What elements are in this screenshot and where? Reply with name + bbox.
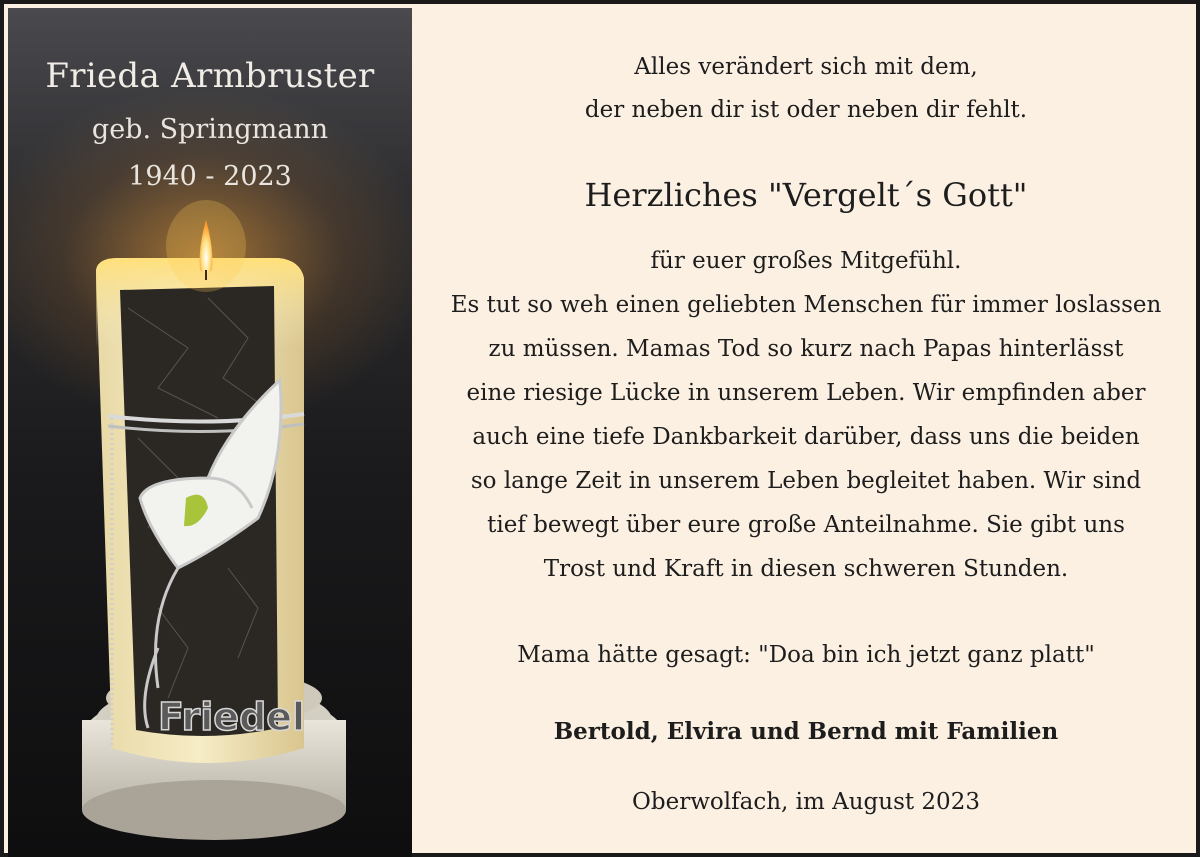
body-line-4: eine riesige Lücke in unserem Leben. Wir empfinden aber bbox=[466, 380, 1146, 406]
quote-line-2: der neben dir ist oder neben dir fehlt. bbox=[584, 97, 1028, 123]
body-line-5: auch eine tiefe Dankbarkeit darüber, dass uns die beiden bbox=[472, 424, 1140, 450]
message-panel bbox=[412, 8, 1200, 857]
maiden-name: geb. Springmann bbox=[91, 114, 329, 145]
body-line-2: Es tut so weh einen geliebten Menschen für immer loslassen bbox=[450, 292, 1162, 318]
candle-photo bbox=[8, 8, 412, 857]
body-line-7: tief bewegt über eure große Anteilnahme. Sie gibt uns bbox=[487, 512, 1125, 538]
quote-line-1: Alles verändert sich mit dem, bbox=[634, 54, 978, 80]
body-line-6: so lange Zeit in unserem Leben begleitet haben. Wir sind bbox=[470, 468, 1142, 494]
thanks-heading: Herzliches "Vergelt´s Gott" bbox=[584, 176, 1028, 214]
body-line-8: Trost und Kraft in diesen schweren Stunden. bbox=[543, 556, 1069, 582]
candle-inscription: Friedel bbox=[158, 695, 306, 739]
mama-quote: Mama hätte gesagt: "Doa bin ich jetzt ganz platt" bbox=[517, 642, 1095, 668]
deceased-name: Frieda Armbruster bbox=[45, 56, 375, 96]
body-line-1: für euer großes Mitgefühl. bbox=[650, 248, 962, 274]
life-years: 1940 - 2023 bbox=[128, 161, 292, 192]
signers: Bertold, Elvira und Bernd mit Familien bbox=[553, 718, 1059, 745]
place-date: Oberwolfach, im August 2023 bbox=[632, 789, 980, 815]
body-line-3: zu müssen. Mamas Tod so kurz nach Papas hinterlässt bbox=[488, 336, 1124, 362]
